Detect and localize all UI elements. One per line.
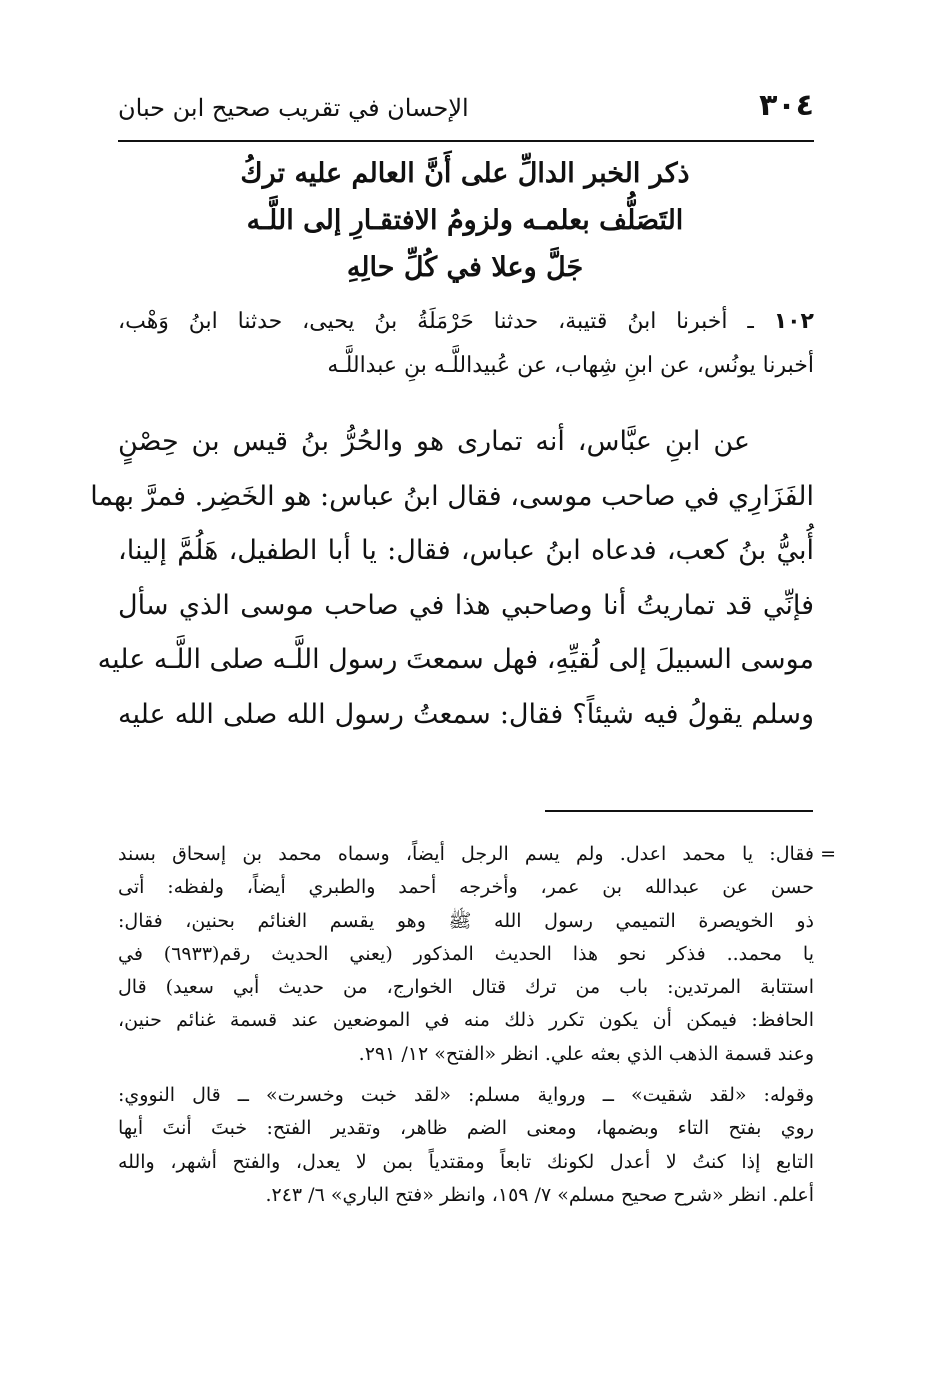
chapter-title-line: جَلَّ وعلا في كُلِّ حالِهِ (346, 252, 584, 283)
footnote-separator (545, 810, 813, 812)
footnote-paragraph (118, 1079, 814, 1212)
footnote-line: روي بفتح التاء وبضمها، ومعنى الضم ظاهر، وتقدير الفتح: خبتَ أنتَ أيها (118, 1117, 814, 1140)
footnote-paragraph (118, 838, 836, 1071)
page-number: ٣٠٤ (759, 88, 814, 123)
running-title: الإحسان في تقريب صحيح ابن حبان (118, 94, 469, 122)
hadith-matn (90, 415, 814, 742)
footnote-line: ذو الخويصرة التميمي رسول الله ﷺ وهو يقسم الغنائم بحنين، فقال: (118, 909, 814, 932)
footnote-line: يا محمد.. فذكر نحو هذا الحديث المذكور (يعني الحديث رقم(٦٩٣٣) في (118, 942, 815, 965)
footnote-line: حسن عن عبدالله بن عمر، وأخرجه أحمد والطبري أيضاً، ولفظه: أتى (118, 876, 814, 899)
isnad-text: ـ أخبرنا ابنُ قتيبة، حدثنا حَرْمَلَةُ بنُ يحيى، حدثنا ابنُ وَهْب، (118, 309, 754, 334)
continuation-marker: = (820, 843, 836, 865)
page-header (118, 82, 814, 138)
matn-line: أُبيُّ بنُ كعب، فدعاه ابنُ عباس، فقال: يا أبا الطفيل، هَلُمَّ إلينا، (118, 535, 814, 566)
matn-line: فإنِّي قد تماريتُ أنا وصاحبي هذا في صاحب موسى الذي سأل (118, 589, 814, 621)
isnad-line (118, 300, 814, 344)
footnote-line: استتابة المرتدين: باب من ترك قتال الخوارج، من حديث أبي سعيد) قال (118, 976, 814, 999)
chapter-title-line: التَصَلُّف بعلمـه ولزومُ الافتقـارِ إلى اللَّـه (246, 205, 684, 236)
footnote-line: التابع إذا كنتُ لا أعدل لكونك تابعاً ومقتدياً بمن لا يعدل، والفتح أشهر، والله (118, 1150, 814, 1173)
matn-line: موسى السبيلَ إلى لُقيِّهِ، فهل سمعتَ رسول اللَّـه صلى اللَّـه عليه (97, 644, 814, 675)
footnote-line: وقوله: «لقد شقيت» ــ ورواية مسلم: «لقد خبت وخسرت» ــ قال النووي: (118, 1084, 814, 1107)
footnote-line: أعلم. انظر «شرح صحيح مسلم» ٧/ ١٥٩، وانظر «فتح الباري» ٦/ ٢٤٣. (265, 1183, 814, 1206)
matn-line: عن ابنِ عبَّاس، أنه تمارى هو والحُرُّ بنُ قيس بن حِصْنٍ (118, 426, 750, 457)
header-rule (118, 140, 814, 142)
footnote-line: وعند قسمة الذهب الذي بعثه علي. انظر «الفتح» ١٢/ ٢٩١. (358, 1042, 814, 1065)
footnote-line: الحافظ: فيمكن أن يكون تكرر ذلك منه في الموضعين عند قسمة غنائم حنين، (118, 1009, 814, 1032)
matn-line: الفَزَارِي في صاحب موسى، فقال ابنُ عباس: هو الخَضِر. فمرَّ بهما (90, 480, 814, 512)
footnotes (118, 838, 836, 1212)
chapter-title-line: ذكر الخبر الدالِّ على أَنَّ العالم عليه تركُ (240, 158, 690, 189)
chapter-title (200, 150, 730, 291)
matn-line: وسلم يقولُ فيه شيئاً؟ فقال: سمعتُ رسول الله صلى الله عليه (118, 698, 814, 730)
isnad-line: أخبرنا يونُس، عن ابنِ شِهاب، عن عُبيداللَّـه بنِ عبداللَّـه (327, 353, 814, 378)
hadith-isnad (118, 300, 814, 388)
footnote-line: فقال: يا محمد اعدل. ولم يسم الرجل أيضاً، وسماه محمد بن إسحاق بسند (118, 843, 814, 865)
hadith-number: ١٠٢ (773, 309, 814, 334)
